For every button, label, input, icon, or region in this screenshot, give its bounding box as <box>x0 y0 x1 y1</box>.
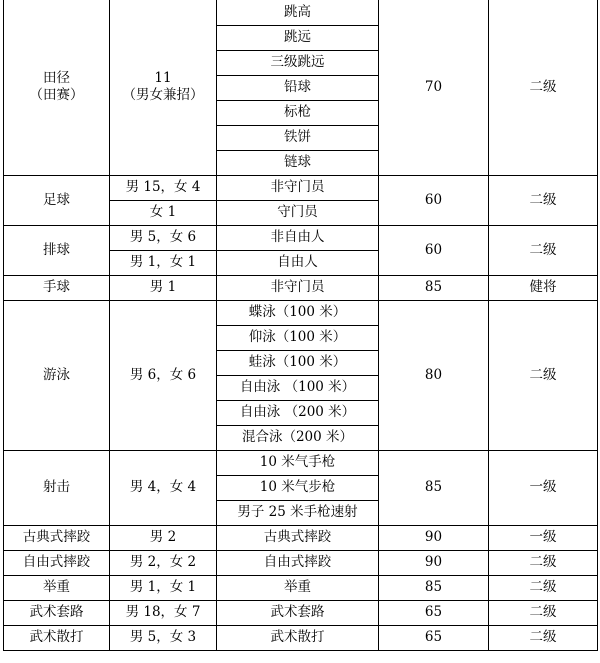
table-row <box>4 550 598 575</box>
level-cell: 二级 <box>489 300 598 450</box>
event-cell: 跳高 <box>217 0 379 25</box>
score-cell: 80 <box>379 300 489 450</box>
cell-text: 男 1，女 1 <box>129 254 197 270</box>
event-cell: 男子 25 米手枪速射 <box>217 500 379 525</box>
event-cell: 10 米气步枪 <box>217 475 379 500</box>
score-cell: 65 <box>379 625 489 650</box>
sport-name-cell <box>4 525 110 550</box>
cell-text: 武术套路 <box>29 604 84 620</box>
event-cell: 守门员 <box>217 200 379 225</box>
table-row <box>4 0 598 25</box>
event-cell: 自由泳 （200 米） <box>217 400 379 425</box>
score-cell: 90 <box>379 525 489 550</box>
event-cell: 跳远 <box>217 25 379 50</box>
sport-name-cell <box>4 175 110 225</box>
cell-text: 举重 <box>43 579 70 595</box>
event-cell: 非守门员 <box>217 275 379 300</box>
quota-cell <box>110 550 217 575</box>
event-cell: 举重 <box>217 575 379 600</box>
cell-text: 女 1 <box>149 204 177 220</box>
cell-text: （田赛） <box>29 87 84 104</box>
table-row <box>4 175 598 200</box>
event-cell: 蝶泳（100 米） <box>217 300 379 325</box>
table-row <box>4 575 598 600</box>
sport-name-cell <box>4 450 110 525</box>
table-row <box>4 225 598 250</box>
level-cell: 二级 <box>489 575 598 600</box>
level-cell: 二级 <box>489 0 598 175</box>
quota-cell <box>110 625 217 650</box>
level-cell: 二级 <box>489 625 598 650</box>
quota-cell <box>110 600 217 625</box>
table-row <box>4 275 598 300</box>
cell-text: 古典式摔跤 <box>22 529 91 545</box>
level-cell: 二级 <box>489 600 598 625</box>
sport-name-cell <box>4 625 110 650</box>
quota-cell <box>110 250 217 275</box>
cell-text: 自由式摔跤 <box>22 554 91 570</box>
event-cell: 三级跳远 <box>217 50 379 75</box>
cell-text: 男 1 <box>149 279 177 295</box>
sport-name-cell <box>4 600 110 625</box>
sport-name-cell <box>4 550 110 575</box>
event-cell: 标枪 <box>217 100 379 125</box>
event-cell: 自由式摔跤 <box>217 550 379 575</box>
level-cell: 健将 <box>489 275 598 300</box>
table-row <box>4 300 598 325</box>
cell-text: （男女兼招） <box>122 87 204 104</box>
table-body <box>4 0 598 650</box>
score-cell: 65 <box>379 600 489 625</box>
score-cell: 85 <box>379 450 489 525</box>
event-cell: 链球 <box>217 150 379 175</box>
cell-text: 男 6，女 6 <box>129 366 197 383</box>
quota-cell <box>110 575 217 600</box>
sport-name-cell <box>4 275 110 300</box>
quota-cell <box>110 275 217 300</box>
quota-cell <box>110 225 217 250</box>
cell-text: 男 1，女 1 <box>129 579 197 595</box>
score-cell: 85 <box>379 575 489 600</box>
event-cell: 非守门员 <box>217 175 379 200</box>
sport-name-cell <box>4 575 110 600</box>
event-cell: 铅球 <box>217 75 379 100</box>
event-cell: 10 米气手枪 <box>217 450 379 475</box>
event-cell: 混合泳（200 米） <box>217 425 379 450</box>
event-cell: 武术散打 <box>217 625 379 650</box>
quota-cell <box>110 525 217 550</box>
sport-name-cell <box>4 0 110 175</box>
level-cell: 一级 <box>489 525 598 550</box>
table-row <box>4 600 598 625</box>
quota-cell <box>110 450 217 525</box>
level-cell: 二级 <box>489 550 598 575</box>
cell-text: 排球 <box>43 241 70 258</box>
table-row <box>4 450 598 475</box>
quota-cell <box>110 200 217 225</box>
cell-text: 射击 <box>43 479 70 495</box>
event-cell: 仰泳（100 米） <box>217 325 379 350</box>
event-cell: 古典式摔跤 <box>217 525 379 550</box>
level-cell: 二级 <box>489 225 598 275</box>
event-cell: 武术套路 <box>217 600 379 625</box>
event-cell: 自由人 <box>217 250 379 275</box>
table-row <box>4 625 598 650</box>
quota-cell <box>110 0 217 175</box>
event-cell: 蛙泳（100 米） <box>217 350 379 375</box>
score-cell: 60 <box>379 175 489 225</box>
event-cell: 铁饼 <box>217 125 379 150</box>
table-row <box>4 525 598 550</box>
cell-text: 男 2 <box>149 529 177 545</box>
cell-text: 男 4，女 4 <box>129 479 197 495</box>
cell-text: 11 <box>154 70 172 87</box>
cell-text: 田径 <box>43 70 70 87</box>
cell-text: 男 15，女 4 <box>125 179 201 195</box>
sports-recruitment-table <box>3 0 598 651</box>
score-cell: 90 <box>379 550 489 575</box>
quota-cell <box>110 300 217 450</box>
sport-name-cell <box>4 300 110 450</box>
cell-text: 游泳 <box>43 366 70 383</box>
cell-text: 足球 <box>43 191 70 208</box>
level-cell: 一级 <box>489 450 598 525</box>
cell-text: 男 2，女 2 <box>129 554 197 570</box>
cell-text: 武术散打 <box>29 629 84 645</box>
event-cell: 自由泳 （100 米） <box>217 375 379 400</box>
cell-text: 男 5，女 6 <box>129 229 197 245</box>
quota-cell <box>110 175 217 200</box>
cell-text: 手球 <box>43 279 70 295</box>
score-cell: 60 <box>379 225 489 275</box>
sport-name-cell <box>4 225 110 275</box>
level-cell: 二级 <box>489 175 598 225</box>
score-cell: 85 <box>379 275 489 300</box>
cell-text: 男 18，女 7 <box>125 604 201 620</box>
event-cell: 非自由人 <box>217 225 379 250</box>
cell-text: 男 5，女 3 <box>129 629 197 645</box>
score-cell: 70 <box>379 0 489 175</box>
